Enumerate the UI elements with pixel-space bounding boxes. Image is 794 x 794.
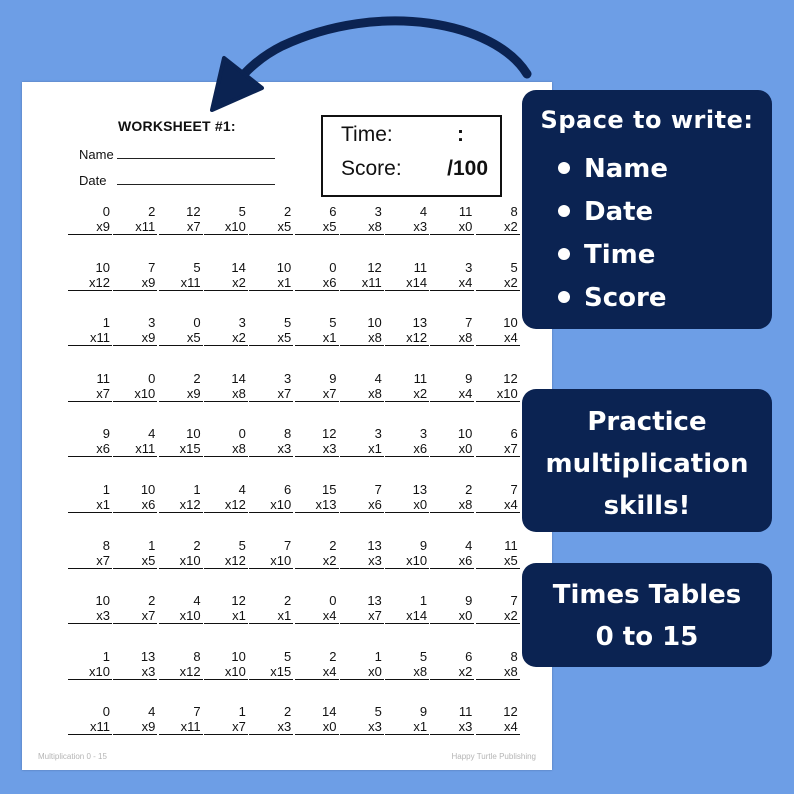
problem-multiplier: x8 [385,664,429,680]
problem-multiplier: x8 [340,219,384,235]
problem-multiplier: x3 [340,553,384,569]
problem-multiplicand: 7 [148,259,156,275]
practice-line-3: skills! [603,491,691,521]
problem-multiplier: x7 [68,386,112,402]
fields-list-item [558,234,668,277]
problem-multiplicand: 2 [329,648,337,664]
problem-multiplier: x14 [385,608,429,624]
problem-multiplicand: 9 [329,370,337,386]
problem-multiplicand: 1 [374,648,382,664]
fields-item-time: Time [584,240,656,270]
problem-multiplier: x10 [476,386,520,402]
problem-multiplicand: 3 [238,315,246,331]
fields-list-item [558,277,668,320]
problem-multiplier: x5 [159,330,203,346]
fields-list-item [558,191,668,234]
problem-multiplicand: 9 [419,704,428,720]
problem-multiplier: x9 [113,719,157,735]
problem-multiplicand: 10 [457,426,473,442]
problem-multiplicand: 11 [413,259,428,275]
bullet-icon [558,248,570,260]
problem-multiplicand: 12 [503,370,518,386]
problem-multiplier: x15 [159,441,203,457]
problem-multiplier: x6 [113,497,157,513]
problem-multiplier: x10 [204,664,248,680]
problem-multiplicand: 11 [458,704,473,720]
problem-multiplier: x7 [295,386,339,402]
problem-multiplier: x3 [430,719,474,735]
problem-multiplier: x7 [159,219,203,235]
problem-multiplicand: 1 [102,482,110,497]
problem-multiplier: x1 [385,719,429,735]
bullet-icon [558,291,570,303]
problem-multiplier: x9 [113,275,157,291]
problem-multiplicand: 6 [329,204,337,219]
problem-multiplier: x11 [340,275,384,291]
score-label: Score: [341,157,402,180]
problem-multiplicand: 8 [283,426,292,442]
problem-multiplicand: 8 [193,648,201,664]
problem-multiplier: x10 [68,664,112,680]
problem-multiplier: x3 [385,219,429,235]
problem-multiplier: x12 [159,664,203,680]
problem-multiplier: x4 [430,386,474,402]
problem-multiplicand: 10 [231,648,246,664]
problem-multiplier: x8 [340,330,384,346]
problem-multiplicand: 0 [148,370,156,386]
problem-multiplicand: 4 [419,204,428,219]
problem-multiplier: x3 [68,608,112,624]
problem-multiplicand: 3 [148,315,156,331]
fields-callout [522,90,772,329]
problem-multiplier: x12 [204,553,248,569]
problem-multiplicand: 2 [283,593,292,609]
problem-multiplier: x3 [113,664,157,680]
problem-multiplicand: 13 [412,482,428,497]
practice-callout [522,389,772,532]
problem-multiplicand: 9 [465,370,473,386]
problem-multiplicand: 4 [148,704,156,720]
problem-multiplier: x9 [68,219,112,235]
problem-multiplicand: 13 [412,315,428,331]
problem-multiplicand: 4 [374,370,382,386]
problem-multiplicand: 9 [419,537,428,553]
fields-item-score: Score [584,283,667,313]
problem-multiplier: x3 [249,719,293,735]
problem-multiplicand: 5 [419,648,428,664]
problem-multiplier: x0 [430,441,474,457]
problem-multiplicand: 5 [238,204,246,219]
problem-multiplier: x10 [249,497,293,513]
problem-multiplicand: 14 [231,259,246,275]
problem-multiplier: x8 [430,497,474,513]
problem-multiplicand: 6 [510,426,518,442]
problem-multiplicand: 15 [322,482,337,497]
problem-multiplier: x6 [295,275,339,291]
problem-multiplier: x11 [68,330,112,346]
problem-multiplier: x2 [476,275,520,291]
footer-title: Multiplication 0 - 15 [38,752,107,761]
problem-multiplicand: 5 [193,259,201,275]
problem-multiplicand: 10 [186,426,201,442]
problem-multiplicand: 13 [367,537,382,553]
problem-multiplier: x12 [204,497,248,513]
fields-list-item [558,148,668,191]
problem-multiplier: x12 [385,330,429,346]
problem-multiplicand: 11 [504,537,518,553]
problem-multiplier: x10 [159,553,203,569]
problem-multiplicand: 4 [465,537,473,553]
problem-multiplier: x0 [295,719,339,735]
times-tables-callout [522,563,772,667]
problem-multiplicand: 1 [102,315,110,331]
problem-multiplier: x8 [476,664,520,680]
problem-multiplicand: 13 [140,648,156,664]
problem-multiplier: x5 [249,219,293,235]
problem-multiplicand: 3 [283,370,292,386]
problem-multiplicand: 10 [95,259,110,275]
problem-multiplier: x1 [340,441,384,457]
fields-list [558,148,668,320]
problem-multiplicand: 12 [503,704,518,720]
problem-multiplicand: 7 [510,482,518,497]
problem-multiplier: x1 [204,608,248,624]
problem-multiplicand: 0 [193,315,201,331]
problem-multiplicand: 6 [283,482,292,497]
problem-multiplicand: 11 [96,370,110,386]
problem-multiplicand: 6 [465,648,473,664]
problem-multiplicand: 12 [322,426,337,442]
problem-multiplier: x12 [159,497,203,513]
problem-multiplier: x0 [385,497,429,513]
problem-multiplier: x2 [430,664,474,680]
problem-multiplier: x7 [204,719,248,735]
problem-multiplicand: 11 [458,204,473,219]
problem-multiplicand: 2 [148,204,156,219]
problem-multiplier: x6 [385,441,429,457]
problem-multiplicand: 12 [186,204,201,219]
problem-multiplier: x14 [385,275,429,291]
problem-multiplier: x5 [249,330,293,346]
time-label: Time: [341,123,393,146]
problem-multiplier: x7 [340,608,384,624]
problem-multiplier: x2 [385,386,429,402]
problem-multiplier: x2 [295,553,339,569]
bullet-icon [558,205,570,217]
problem-multiplier: x6 [430,553,474,569]
problem-multiplicand: 3 [374,204,382,219]
problem-multiplier: x2 [204,330,248,346]
problem-multiplicand: 2 [193,370,201,386]
problem-multiplicand: 3 [465,259,473,275]
problem-multiplicand: 8 [102,537,110,553]
problem-multiplicand: 4 [193,593,201,609]
problem-multiplier: x7 [476,441,520,457]
problem-multiplier: x2 [476,219,520,235]
problem-multiplicand: 12 [367,259,382,275]
problem-multiplier: x2 [476,608,520,624]
name-label: Name [79,147,114,162]
problem-multiplicand: 8 [510,648,518,664]
problem-multiplier: x10 [385,553,429,569]
problem-multiplicand: 0 [238,426,246,442]
problem-multiplicand: 2 [283,204,292,219]
problem-multiplicand: 4 [238,482,246,497]
problem-multiplicand: 5 [283,315,292,331]
problem-multiplicand: 5 [374,704,382,720]
problem-multiplicand: 0 [102,704,110,720]
practice-line-2: multiplication [545,449,749,479]
problem-multiplicand: 0 [329,259,337,275]
problem-multiplier: x1 [249,275,293,291]
problem-multiplier: x0 [340,664,384,680]
problem-multiplier: x9 [159,386,203,402]
problem-multiplier: x8 [204,441,248,457]
problem-multiplicand: 7 [283,537,292,553]
problem-multiplicand: 2 [193,537,201,553]
problem-multiplier: x6 [68,441,112,457]
problem-multiplier: x13 [295,497,339,513]
problem-multiplicand: 0 [329,593,337,609]
problem-multiplicand: 5 [283,648,292,664]
problem-multiplicand: 14 [322,704,337,720]
problem-multiplicand: 8 [510,204,518,219]
problem-multiplier: x4 [295,608,339,624]
problem-multiplier: x10 [204,219,248,235]
problem-multiplicand: 3 [419,426,428,442]
problem-multiplicand: 9 [465,593,473,609]
problem-multiplicand: 2 [465,482,473,497]
problem-multiplier: x7 [68,553,112,569]
problem-multiplier: x4 [430,275,474,291]
footer-publisher: Happy Turtle Publishing [451,752,536,761]
problem-multiplier: x9 [113,330,157,346]
problem-multiplicand: 9 [102,426,110,442]
problem-multiplier: x11 [159,275,203,291]
problem-multiplier: x7 [113,608,157,624]
problem-multiplicand: 5 [329,315,337,331]
times-tables-callout-text [522,574,772,658]
times-tables-line-2: 0 to 15 [595,622,699,652]
problem-multiplier: x11 [113,441,157,457]
problem-multiplicand: 10 [276,259,292,275]
problem-multiplicand: 11 [413,370,428,386]
problem-multiplicand: 2 [148,593,156,609]
problem-multiplicand: 0 [102,204,110,219]
problem-multiplicand: 1 [238,704,246,720]
fields-callout-heading: Space to write: [540,106,754,134]
fields-item-name: Name [584,154,669,184]
problem-multiplicand: 10 [95,593,110,609]
problem-multiplier: x4 [476,330,520,346]
bullet-icon [558,162,570,174]
problem-multiplier: x8 [204,386,248,402]
problem-multiplicand: 2 [329,537,337,553]
problem-multiplier: x4 [476,719,520,735]
problem-multiplicand: 7 [465,315,473,331]
problem-multiplicand: 10 [367,315,382,331]
time-colon: : [457,123,464,146]
fields-item-date: Date [584,197,654,227]
problem-multiplicand: 12 [231,593,246,609]
problem-multiplicand: 4 [148,426,156,442]
problem-multiplicand: 1 [102,648,110,664]
problem-multiplier: x11 [159,719,203,735]
problem-multiplicand: 1 [419,593,428,609]
problem-multiplier: x8 [430,330,474,346]
problem-multiplier: x1 [295,330,339,346]
problem-multiplier: x10 [159,608,203,624]
problem-multiplier: x4 [476,497,520,513]
problem-multiplier: x12 [68,275,112,291]
problem-multiplier: x10 [113,386,157,402]
problem-multiplier: x5 [476,553,520,569]
problem-multiplicand: 5 [238,537,246,553]
problem-multiplicand: 1 [148,537,156,553]
problem-multiplicand: 13 [367,593,382,609]
problem-multiplier: x10 [249,553,293,569]
problem-multiplier: x3 [340,719,384,735]
problem-multiplier: x1 [68,497,112,513]
practice-callout-text [522,401,772,527]
problem-multiplier: x5 [113,553,157,569]
problem-multiplier: x8 [340,386,384,402]
problem-multiplier: x7 [249,386,293,402]
problem-multiplier: x4 [295,664,339,680]
date-label: Date [79,173,107,188]
problem-multiplicand: 7 [374,482,382,497]
problem-multiplier: x0 [430,219,474,235]
problem-multiplicand: 7 [510,593,518,609]
problem-multiplicand: 10 [503,315,518,331]
problem-multiplier: x6 [340,497,384,513]
problem-multiplicand: 14 [231,370,246,386]
problem-multiplier: x15 [249,664,293,680]
problem-multiplier: x2 [204,275,248,291]
worksheet-title: WORKSHEET #1: [118,118,236,134]
problem-multiplier: x5 [295,219,339,235]
problem-multiplicand: 3 [374,426,382,442]
problem-multiplicand: 5 [510,259,518,275]
times-tables-line-1: Times Tables [552,580,742,610]
problem-multiplicand: 10 [140,482,156,497]
problem-multiplier: x3 [295,441,339,457]
problem-multiplicand: 7 [193,704,201,720]
problem-multiplicand: 2 [283,704,292,720]
problem-multiplier: x11 [68,719,112,735]
problem-multiplicand: 1 [193,482,201,497]
score-total: /100 [447,157,488,180]
problem-multiplier: x1 [249,608,293,624]
problem-multiplier: x3 [249,441,293,457]
problem-multiplier: x0 [430,608,474,624]
practice-line-1: Practice [587,407,707,437]
problem-multiplier: x11 [113,219,157,235]
